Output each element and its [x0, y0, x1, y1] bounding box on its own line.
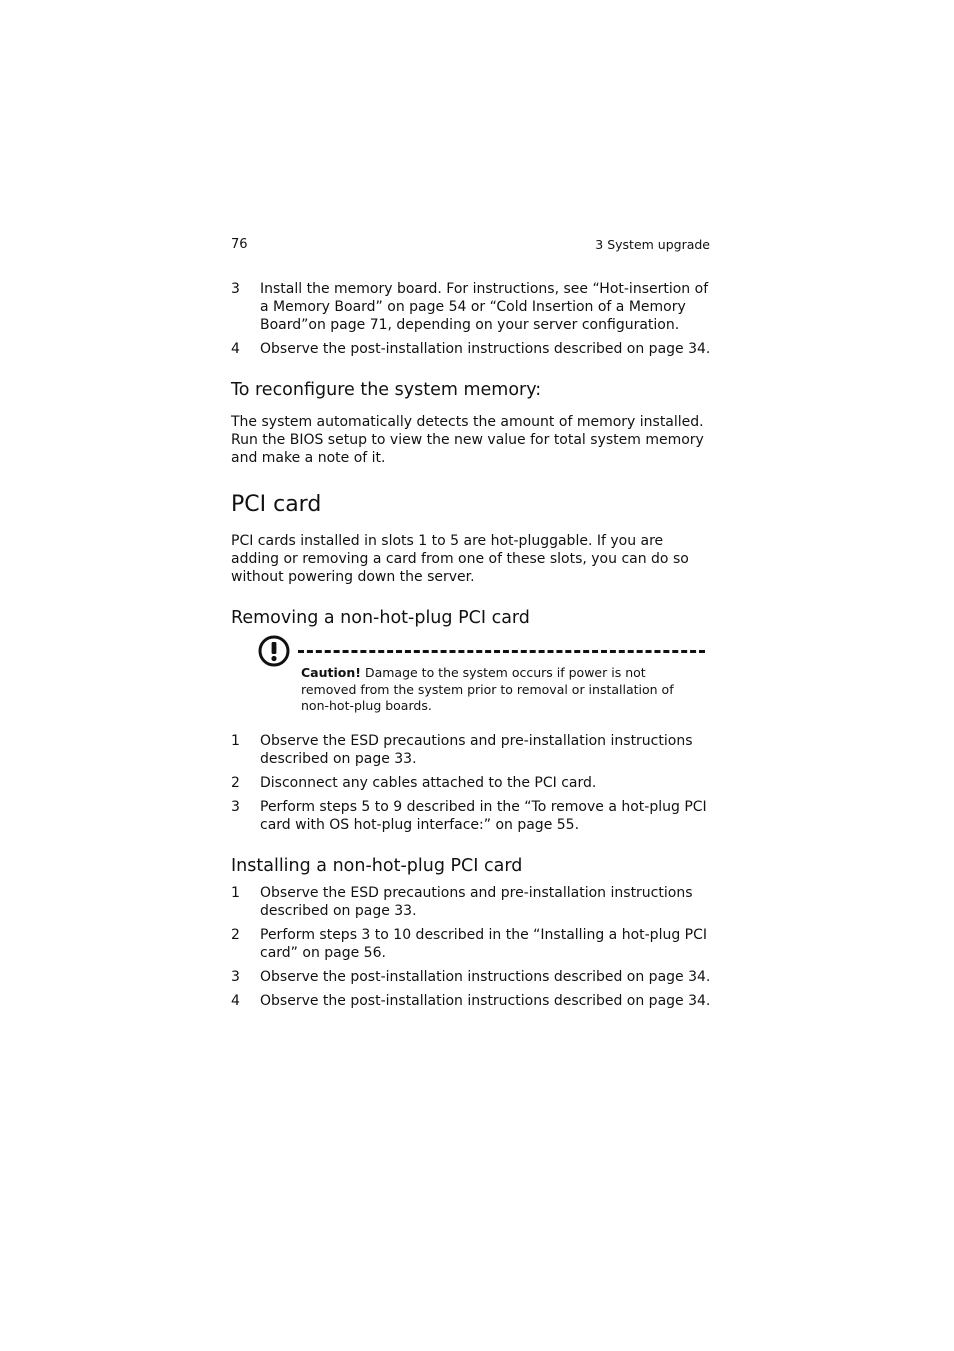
pci-card-heading: PCI card	[231, 492, 322, 517]
list-item: 4 Observe the post-installation instructions described on page 34.	[231, 993, 711, 1009]
list-item: 2 Perform steps 3 to 10 described in the “Installing a hot-plug PCI card” on page 56.	[231, 927, 708, 961]
list-item: 2 Disconnect any cables attached to the PCI card.	[231, 775, 597, 791]
list-item: 3 Perform steps 5 to 9 described in the “To remove a hot-plug PCI card with OS hot-plug interface:” on page 55.	[231, 799, 707, 833]
running-header-section: 3 System upgrade	[595, 237, 710, 252]
memory-install-steps	[231, 280, 711, 358]
caution-label: Caution!	[301, 665, 361, 680]
removing-steps	[231, 732, 711, 834]
caution-icon	[258, 635, 290, 667]
list-item: 1 Observe the ESD precautions and pre-installation instructions described on page 33.	[231, 733, 693, 767]
reconfigure-heading: To reconfigure the system memory:	[231, 380, 542, 400]
installing-heading: Installing a non-hot-plug PCI card	[231, 856, 523, 876]
reconfigure-paragraph: The system automatically detects the amount of memory installed. Run the BIOS setup to view the new value for total system memory and make a note of it.	[231, 414, 704, 466]
list-item: 3 Observe the post-installation instructions described on page 34.	[231, 969, 711, 985]
page-header	[231, 237, 710, 255]
page-number: 76	[231, 237, 248, 252]
caution-divider	[298, 650, 705, 653]
caution-box	[258, 635, 710, 715]
caution-text: Caution! Damage to the system occurs if power is not removed from the system prior to removal or installation of non-hot-plug boards.	[301, 665, 674, 713]
list-item: 4 Observe the post-installation instructions described on page 34.	[231, 341, 711, 357]
removing-heading: Removing a non-hot-plug PCI card	[231, 608, 530, 628]
list-item: 3 Install the memory board. For instructions, see “Hot-insertion of a Memory Board” on page 54 or “Cold Insertion of a Memory Board”on page 71, depending on your server configuration.	[231, 281, 709, 333]
pci-card-paragraph: PCI cards installed in slots 1 to 5 are hot-pluggable. If you are adding or removing a card from one of these slots, you can do so without powering down the server.	[231, 533, 689, 585]
list-item: 1 Observe the ESD precautions and pre-installation instructions described on page 33.	[231, 885, 693, 919]
installing-steps	[231, 884, 711, 1010]
